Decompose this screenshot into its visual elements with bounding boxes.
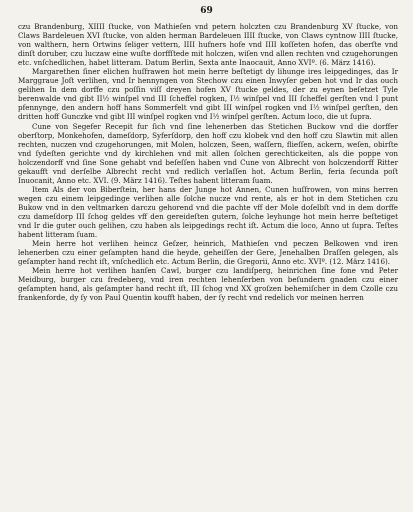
paragraph-2: Margarethen ſiner elichen huſfrawen hot mein herre beſtetigt dy lihunge ires leipgedinges, das Ir Marggraue Joſt verlihen, vnd Ir hennyngen von Stechow czu einen Inwyſer geben hot vnd Ir das ouch gelihen In dem dorffe czu poſſin viſſ dreyen hofen XV ſtucke geldes, der zu eynen beſetzet Tyle berenwalde vnd gibt II½ winſpel vnd III ſcheffel rogken, I½ winſpel vnd III ſcheffel gerſten vnd I punt pfennynge, den andern hoff hans Sommerfelt vnd gibt III winſpel rogken vnd I½ winſpel gerſten, den dritten hoff Gunczke vnd gibt III winſpel rogken vnd I½ winſpel gerſten. Actum loco, die ut ſupra. [18, 67, 398, 122]
document-body [18, 22, 398, 302]
paragraph-6: Mein herre hot verlihen hanſen Cawl, burger czu landiſperg, heinrichen ſine fone vnd Peter Meidburg, burger czu fredeberg, vnd iren rechten lehenſerben von beſundern gnaden czu einer geſampten hand, als geſampter hand recht iſt, III ſchog vnd XX groſzen behemiſcher in dem Czolle czu frankenforde, dy ſy von Paul Quentin koufft haben, der ſy recht vnd redelich vor meinen herren [18, 266, 398, 303]
paragraph-1: czu Brandenburg, XIIII ſtucke, von Mathieſen vnd petern holczten czu Brandenburg XV ſtucke, von Claws Bardeleuen XVI ſtucke, von alden herman Bardeleuen IIII ſtucke, von Claws cyntnow IIII ſtucke, von walthern, hern Ortwins ſeliger vettern, IIII hufners hofe vnd IIII koſſeten hofen, das oberſte vnd dinſt doruber, czu luczaw eine wuſte dorffſtede mit holczen, wiſen vnd allen rechten vnd czugehorungen etc. vnſchedlichen, habet litteram. Datum Berlin, Sexta ante Inaocauit, Anno XVIº. (6. März 1416). [18, 22, 398, 68]
page-number: 69 [200, 6, 213, 16]
paragraph-4: Item Als der von Biberſtein, her hans der Junge hot Annen, Cunen huſfrowen, von mins herren wegen czu einem leipgedinge verlihen alle ſolche nucze vnd rente, als er hot in dem Stetichen czu Bukow vnd in den veltmarken darczu gehorend vnd die pachte vff der Mole doſelbſt vnd in dem dorffe czu dameſdorp III ſchog geldes vff den gereideſten gutern, ſolche leyhunge hot mein herre beſtetiget vnd Ir die guter ouch gelihen, czu haben als leipgedings recht iſt. Actum die loco, Anno ut ſupra. Teſtes habent litteram ſuam. [18, 184, 398, 240]
paragraph-3: Cune von Segefer Recepit fur ſich vnd ſine lehenerben das Stetichen Buckow vnd die dorffer oberſtorp, Monkehofen, dameſdorp, Syferſdorp, den hoff czu klobek vnd den hoff czu Slawtin mit allen rechten, nuczen vnd czugehorungen, mit Molen, holczen, Seen, waſſern, flieſſen, ackern, weſen, obirſte vnd ſydeſten gerichte vnd dy kirchlehen vnd mit allen ſolchen gerechtickeiten, als die poppe von holczendorff vnd ſine Sone gehabt vnd beſeſſen haben vnd Cune von Albrecht von holczendorff Ritter gekaufft vnd derſelbe Albrecht recht vnd redlich verlaſſen hot. Actum Berlin, feria ſecunda poſt Inuocanit, Anno etc. XVI. (9. März 1416). Teſtes habent litteram ſuam. [18, 121, 398, 185]
paragraph-5: Mein herre hot verlihen heincz Geſzer, heinrich, Mathieſen vnd peczen Belkowen vnd iren lehenerben czu einer geſampten hand die heyde, geheiſſen der Gere, Jenehalben Draſſen gelegen, als geſampter hand recht iſt, vnſchedlich etc. Actum Berlin, die Gregorii, Anno etc. XVIº. (12. März 1416). [18, 239, 398, 267]
